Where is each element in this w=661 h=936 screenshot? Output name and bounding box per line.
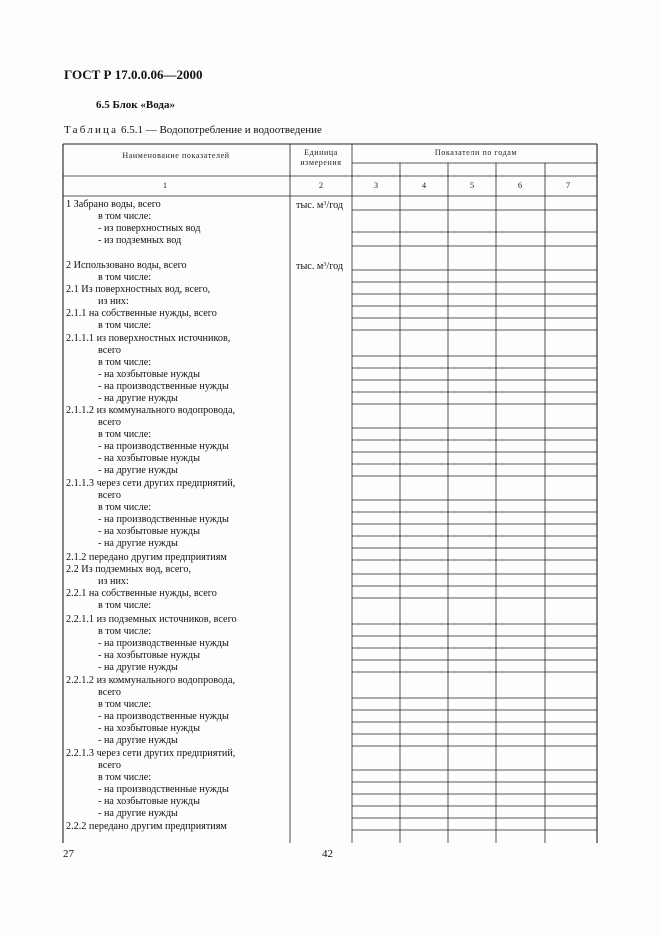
- table-row-label: 2.1 Из поверхностных вод, всего,: [66, 284, 211, 295]
- column-number: 5: [469, 180, 475, 190]
- document-code: ГОСТ Р 17.0.0.06—2000: [64, 67, 203, 82]
- unit-superscript: 3: [323, 201, 327, 207]
- table-row-label: 2.2.1.3 через сети других предприятий,: [66, 748, 236, 759]
- unit-tail: /год: [326, 261, 344, 272]
- table-row-label: - из подземных вод: [98, 235, 182, 246]
- table-row-label: в том числе:: [98, 626, 152, 637]
- column-number: 6: [517, 180, 523, 190]
- table-row-label: - на другие нужды: [98, 662, 178, 673]
- table-row-label: - на другие нужды: [98, 538, 178, 549]
- table-row-label: в том числе:: [98, 502, 152, 513]
- unit-cell-row2: [296, 260, 343, 272]
- table-row-label: всего: [98, 490, 121, 501]
- table-caption-prefix: Таблица: [64, 124, 119, 136]
- table-row-label: - на производственные нужды: [98, 441, 229, 452]
- table-row-label: - на хозбытовые нужды: [98, 526, 200, 537]
- column-number: 4: [421, 180, 427, 190]
- table-row-label: в том числе:: [98, 429, 152, 440]
- header-years: Показатели по годам: [434, 148, 518, 157]
- table-row-label: - на другие нужды: [98, 393, 178, 404]
- table-row-label: 2.1.2 передано другим предприятиям: [66, 552, 227, 563]
- column-number: 2: [318, 180, 324, 190]
- column-number: 1: [162, 180, 168, 190]
- table-row-label: - на производственные нужды: [98, 784, 229, 795]
- table-row-label: всего: [98, 345, 121, 356]
- header-unit-line1: Единица: [304, 148, 338, 157]
- table-row-label: - на другие нужды: [98, 465, 178, 476]
- table-row-label: 2.2.2 передано другим предприятиям: [66, 821, 227, 832]
- column-number: 3: [373, 180, 379, 190]
- table-row-label: в том числе:: [98, 272, 152, 283]
- table-row-label: - на производственные нужды: [98, 514, 229, 525]
- table-row-label: 2.2 Из подземных вод, всего,: [66, 564, 191, 575]
- table-row-label: 2.1.1.3 через сети других предприятий,: [66, 478, 236, 489]
- column-number: 7: [565, 180, 571, 190]
- header-unit-line2: измерения: [300, 158, 342, 167]
- table-row-label: в том числе:: [98, 600, 152, 611]
- table-row-label: 2.2.1 на собственные нужды, всего: [66, 588, 217, 599]
- table-row-label: 2.1.1.2 из коммунального водопровода,: [66, 405, 236, 416]
- table-row-label: - на производственные нужды: [98, 711, 229, 722]
- table-caption-text: 6.5.1 — Водопотребление и водоотведение: [118, 124, 322, 136]
- column-numbers: [163, 180, 570, 190]
- table-row-label: 2.2.1.1 из подземных источников, всего: [66, 614, 237, 625]
- table-row-label: всего: [98, 687, 121, 698]
- table-row-label: - на хозбытовые нужды: [98, 650, 200, 661]
- table-row-label: - на хозбытовые нужды: [98, 723, 200, 734]
- unit-superscript: 3: [323, 262, 327, 268]
- table-row-label: 2.1.1.1 из поверхностных источников,: [66, 333, 231, 344]
- page-number-center: 42: [322, 848, 333, 860]
- unit-text: тыс. м: [296, 261, 324, 272]
- table-row-label: в том числе:: [98, 211, 152, 222]
- table-row-label: - на другие нужды: [98, 808, 178, 819]
- table-row-label: 2.1.1 на собственные нужды, всего: [66, 308, 217, 319]
- table-row-label: всего: [98, 417, 121, 428]
- table-row-label: - на другие нужды: [98, 735, 178, 746]
- table-row-label: - на хозбытовые нужды: [98, 796, 200, 807]
- table-row-label: - из поверхностных вод: [98, 223, 201, 234]
- table-row-label: в том числе:: [98, 320, 152, 331]
- table-row-label: - на производственные нужды: [98, 638, 229, 649]
- table-row-label: в том числе:: [98, 699, 152, 710]
- table-row-label: 2 Использовано воды, всего: [66, 260, 187, 271]
- unit-cell-row1: [296, 199, 343, 211]
- unit-text: тыс. м: [296, 200, 324, 211]
- table-row-label: из них:: [98, 296, 129, 307]
- table-row-label: в том числе:: [98, 357, 152, 368]
- table-row-label: в том числе:: [98, 772, 152, 783]
- page-number-left: 27: [63, 848, 74, 860]
- unit-tail: /год: [326, 200, 344, 211]
- section-heading: 6.5 Блок «Вода»: [96, 99, 175, 111]
- table-row-label: - на хозбытовые нужды: [98, 369, 200, 380]
- table-row-label: всего: [98, 760, 121, 771]
- table-row-label: 1 Забрано воды, всего: [66, 199, 161, 210]
- header-indicator: Наименование показателей: [122, 151, 230, 160]
- table-row-label: 2.2.1.2 из коммунального водопровода,: [66, 675, 236, 686]
- table-row-label: из них:: [98, 576, 129, 587]
- table-row-label: - на производственные нужды: [98, 381, 229, 392]
- table-row-label: - на хозбытовые нужды: [98, 453, 200, 464]
